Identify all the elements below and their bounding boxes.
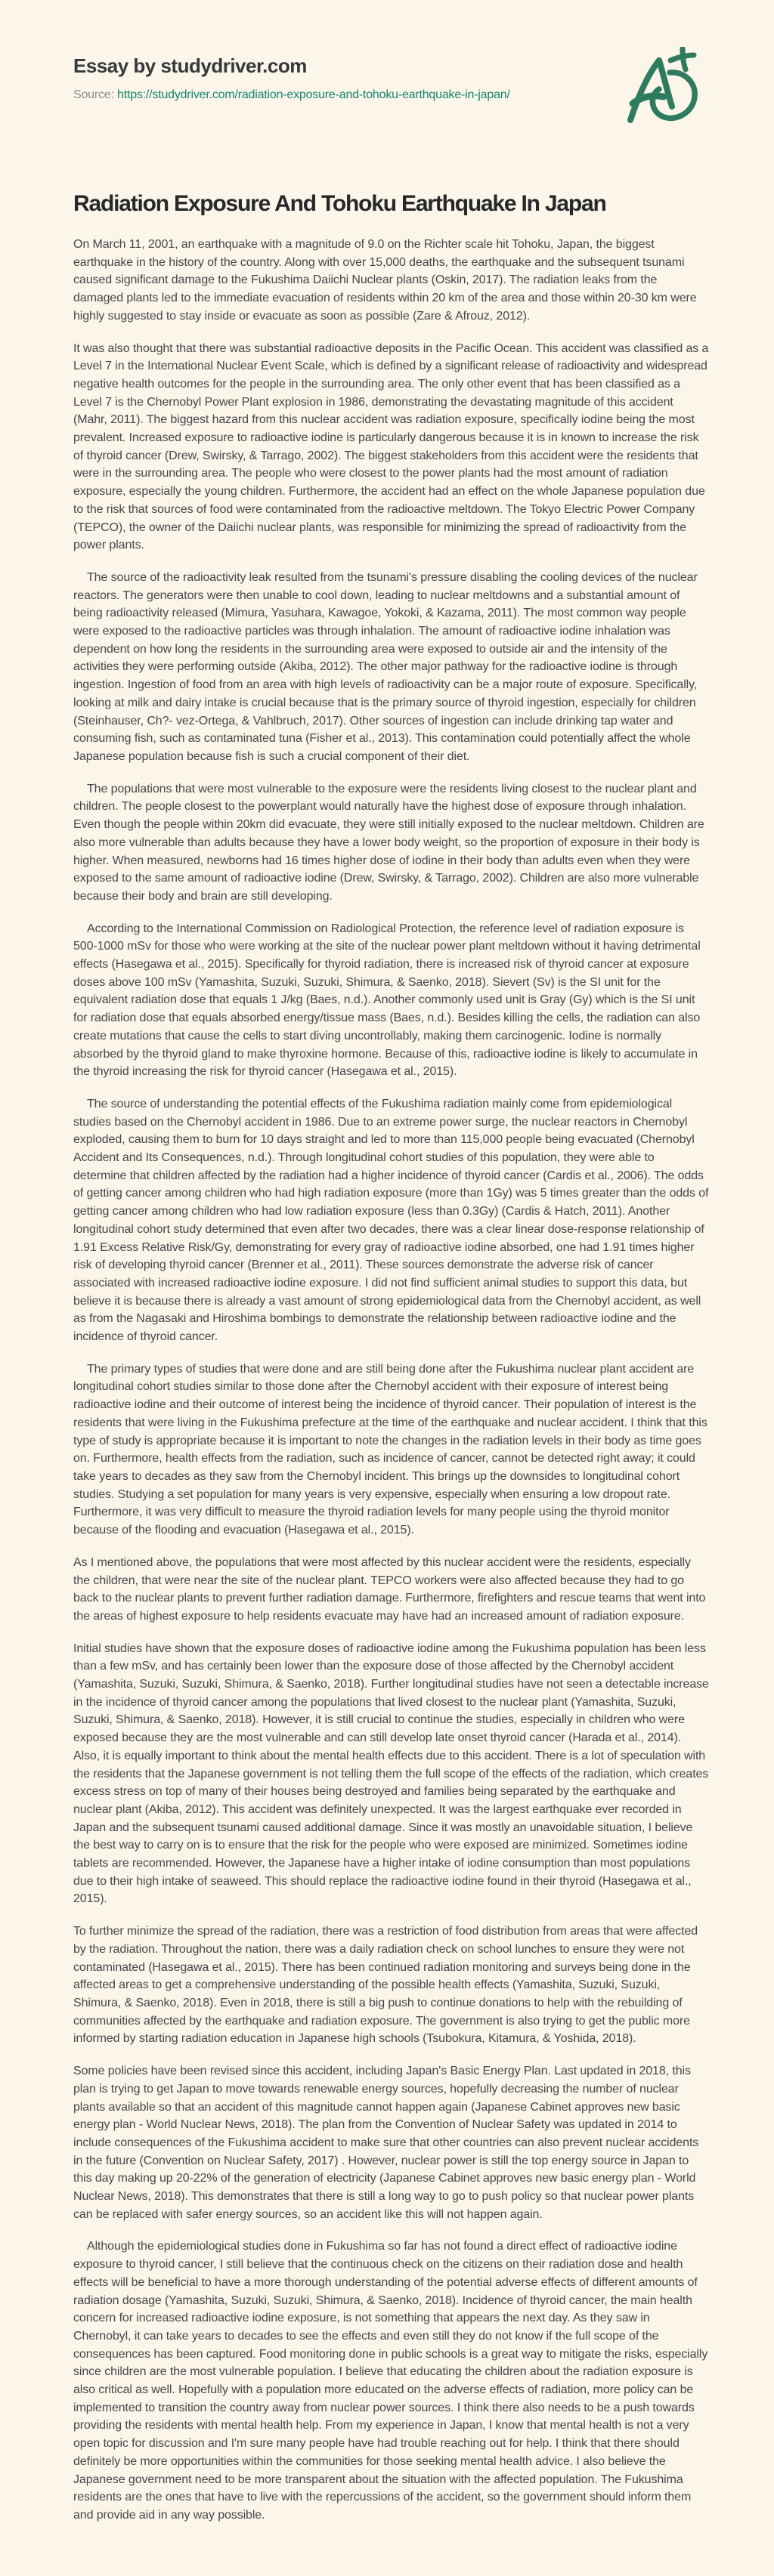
source-label: Source:: [73, 88, 114, 101]
essay-paragraph: Some policies have been revised since this accident, including Japan's Basic Energy Plan. Last updated in 2018, this plan is trying to get Japan to move towards renewable energy sources, hopefully decreasing the number of nuclear plants available so that an accident of this magnitude cannot happen again (Japanese Cabinet approves new basic energy plan - World Nuclear News, 2018). The plan from the Convention of Nuclear Safety was updated in 2014 to include consequences of the Fukushima accident to make sure that other countries can also prevent nuclear accidents in the future (Convention on Nuclear Safety, 2017) . However, nuclear power is still the top energy source in Japan to this day making up 20-22% of the generation of electricity (Japanese Cabinet approves new basic energy plan - World Nuclear News, 2018). This demonstrates that there is still a long way to go to push policy so that nuclear power plants can be replaced with safer energy sources, so an accident like this will not happen again.: [73, 2065, 699, 2221]
source-url-link[interactable]: https://studydriver.com/radiation-exposure-and-tohoku-earthquake-in-japan/: [117, 88, 510, 101]
source-line: [73, 88, 710, 102]
essay-body: [73, 236, 710, 2525]
essay-title: Radiation Exposure And Tohoku Earthquake In Japan: [73, 191, 606, 216]
essay-paragraph: Initial studies have shown that the exposure doses of radioactive iodine among the Fukushima population has been less than a few mSv, and has certainly been lower than the exposure dose of those affected by the Chernobyl accident (Yamashita, Suzuki, Suzuki, Shimura, & Saenko, 2018). Further longitudinal studies have not seen a detectable increase in the incidence of thyroid cancer among the populations that lived closest to the nuclear plant (Yamashita, Suzuki, Suzuki, Shimura, & Saenko, 2018). However, it is still crucial to continue the studies, especially in children who were exposed because they are the most vulnerable and can still develop late onset thyroid cancer (Harada et al., 2014). Also, it is equally important to think about the mental health effects due to this accident. There is a lot of speculation with the residents that the Japanese government is not telling them the full scope of the effects of the radiation, which creates excess stress on top of many of their houses being destroyed and families being separated by the earthquake and nuclear plant (Akiba, 2012). This accident was definitely unexpected. It was the largest earthquake ever recorded in Japan and the subsequent tsunami caused additional damage. Since it was mostly an unavoidable situation, I believe the best way to carry on is to ensure that the risk for the people who were exposed are minimized. Sometimes iodine tablets are recommended. However, the Japanese have a higher intake of iodine consumption than most populations due to their high intake of seaweed. This should replace the radioactive iodine found in their thyroid (Hasegawa et al., 2015).: [73, 1642, 709, 1906]
essay-paragraph: It was also thought that there was substantial radioactive deposits in the Pacific Ocean. This accident was classified as a Level 7 in the International Nuclear Event Scale, which is defined by a significant release of radioactivity and widespread negative health outcomes for the people in the surrounding area. The only other event that has been classified as a Level 7 is the Chernobyl Power Plant explosion in 1986, demonstrating the devastating magnitude of this accident (Mahr, 2011). The biggest hazard from this nuclear accident was radiation exposure, specifically iodine being the most prevalent. Increased exposure to radioactive iodine is particularly dangerous because it is in known to increase the risk of thyroid cancer (Drew, Swirsky, & Tarrago, 2002). The biggest stakeholders from this accident were the residents that were in the surrounding area. The people who were closest to the power plants had the most amount of radiation exposure, especially the young children. Furthermore, the accident had an effect on the whole Japanese population due to the risk that sources of food were contaminated from the radioactive meltdown. The Tokyo Electric Power Company (TEPCO), the owner of the Daiichi nuclear plants, was responsible for minimizing the spread of radioactivity from the power plants.: [73, 341, 709, 552]
site-title: Essay by studydriver.com: [73, 54, 307, 77]
essay-paragraph: The populations that were most vulnerable to the exposure were the residents living closest to the nuclear plant and children. The people closest to the powerplant would naturally have the highest dose of exposure through inhalation. Even though the people within 20km did evacuate, they were still initially exposed to the nuclear meltdown. Children are also more vulnerable than adults because they have a lower body weight, so the proportion of exposure in their body is higher. When measured, newborns had 16 times higher dose of iodine in their body than adults even when they were exposed to the same amount of radioactive iodine (Drew, Swirsky, & Tarrago, 2002). Children are also more vulnerable because their body and brain are still developing.: [73, 782, 704, 903]
essay-paragraph: According to the International Commission on Radiological Protection, the reference level of radiation exposure is 500-1000 mSv for those who were working at the site of the nuclear power plant meltdown without it having detrimental effects (Hasegawa et al., 2015). Specifically for thyroid radiation, there is increased risk of thyroid cancer at exposure doses above 100 mSv (Yamashita, Suzuki, Suzuki, Shimura, & Saenko, 2018). Sievert (Sv) is the SI unit for the equivalent radiation dose that equals 1 J/kg (Baes, n.d.). Another commonly used unit is Gray (Gy) which is the SI unit for radiation dose that equals absorbed energy/tissue mass (Baes, n.d.). Besides killing the cells, the radiation can also create mutations that cause the cells to start diving uncontrollably, making them carcinogenic. Iodine is normally absorbed by the thyroid gland to make thyroxine hormone. Because of this, radioactive iodine is likely to accumulate in the thyroid increasing the risk for thyroid cancer (Hasegawa et al., 2015).: [73, 922, 701, 1079]
essay-paragraph: The primary types of studies that were done and are still being done after the Fukushima nuclear plant accident are longitudinal cohort studies similar to those done after the Chernobyl accident with their exposure of interest being radioactive iodine and their outcome of interest being the incidence of thyroid cancer. Their population of interest is the residents that were living in the Fukushima prefecture at the time of the earthquake and nuclear accident. I think that this type of study is appropriate because it is important to note the changes in the radiation levels in their body as time goes on. Furthermore, health effects from the radiation, such as incidence of cancer, cannot be detected right away; it could take years to decades as they saw from the Chernobyl incident. This brings up the downsides to longitudinal cohort studies. Studying a set population for many years is very expensive, especially when ensuring a low dropout rate. Furthermore, it was very difficult to measure the thyroid radiation levels for many people using the thyroid monitor because of the flooding and evacuation (Hasegawa et al., 2015).: [73, 1362, 707, 1537]
essay-paragraph: The source of the radioactivity leak resulted from the tsunami's pressure disabling the cooling devices of the nuclear reactors. The generators were then unable to cool down, leading to nuclear meltdowns and a substantial amount of being radioactivity released (Mimura, Yasuhara, Kawagoe, Yokoki, & Kazama, 2011). The most common way people were exposed to the radioactive particles was through inhalation. The amount of radioactive iodine inhalation was dependent on how long the residents in the surrounding area were exposed to outside air and the intensity of the activities they were performing outside (Akiba, 2012). The other major pathway for the radioactive iodine is through ingestion. Ingestion of food from an area with high levels of radioactivity can be a major route of exposure. Specifically, looking at milk and dairy intake is crucial because that is the primary source of thyroid ingestion, especially for children (Steinhauser, Ch?- vez-Ortega, & Vahlbruch, 2017). Other sources of ingestion can include drinking tap water and consuming fish, such as contaminated tuna (Fisher et al., 2013). This contamination could potentially affect the whole Japanese population because fish is such a crucial component of their diet.: [73, 570, 698, 763]
essay-paragraph: The source of understanding the potential effects of the Fukushima radiation mainly come from epidemiological studies based on the Chernobyl accident in 1986. Due to an extreme power surge, the nuclear reactors in Chernobyl exploded, causing them to burn for 10 days straight and led to more than 115,000 people being evacuated (Chernobyl Accident and Its Consequences, n.d.). Through longitudinal cohort studies of this population, they were able to determine that children affected by the radiation had a higher incidence of thyroid cancer (Cardis et al., 2006). The odds of getting cancer among children who had high radiation exposure (more than 1Gy) was 5 times greater than the odds of getting cancer among children who had low radiation exposure (less than 0.3Gy) (Cardis & Hatch, 2011). Another longitudinal cohort study determined that even after two decades, there was a clear linear dose-response relationship of 1.91 Excess Relative Risk/Gy, demonstrating for every gray of radioactive iodine absorbed, one had 1.91 times higher risk of developing thyroid cancer (Brenner et al., 2011). These sources demonstrate the adverse risk of cancer associated with increased radioactive iodine exposure. I did not find sufficient animal studies to support this data, but believe it is because there is already a vast amount of strong epidemiological data from the Chernobyl accident, as well as from the Nagasaki and Hiroshima bombings to demonstrate the relationship between radioactive iodine and the incidence of thyroid cancer.: [73, 1097, 709, 1344]
essay-paragraph: On March 11, 2001, an earthquake with a magnitude of 9.0 on the Richter scale hit Tohoku, Japan, the biggest earthquake in the history of the country. Along with over 15,000 deaths, the earthquake and the subsequent tsunami caused significant damage to the Fukushima Daiichi Nuclear plants (Oskin, 2017). The radiation leaks from the damaged plants led to the immediate evacuation of residents within 20 km of the area and those within 20-30 km were highly suggested to stay inside or evacuate as soon as possible (Zare & Afrouz, 2012).: [73, 238, 697, 323]
essay-paragraph: To further minimize the spread of the radiation, there was a restriction of food distribution from areas that were affected by the radiation. Throughout the nation, there was a daily radiation check on school lunches to ensure they were not contaminated (Hasegawa et al., 2015). There has been continued radiation monitoring and surveys being done in the affected areas to get a comprehensive understanding of the possible health effects (Yamashita, Suzuki, Suzuki, Shimura, & Saenko, 2018). Even in 2018, there is still a big push to continue donations to help with the rebuilding of communities affected by the earthquake and radiation exposure. The government is also trying to get the public more informed by starting radiation education in Japanese high schools (Tsubokura, Kitamura, & Yoshida, 2018).: [73, 1925, 698, 2046]
essay-paragraph: As I mentioned above, the populations that were most affected by this nuclear accident were the residents, especially the children, that were near the site of the nuclear plant. TEPCO workers were also affected because they had to go back to the nuclear plants to prevent further radiation damage. Furthermore, firefighters and rescue teams that went into the areas of highest exposure to help residents evacuate may have had an increased amount of radiation exposure.: [73, 1555, 706, 1623]
a-plus-logo-icon: [624, 47, 701, 127]
essay-paragraph: Although the epidemiological studies done in Fukushima so far has not found a direct effect of radioactive iodine exposure to thyroid cancer, I still believe that the continuous check on the citizens on their radiation dose and health effects will be beneficial to have a more thorough understanding of the potential adverse effects of different amounts of radiation dosage (Yamashita, Suzuki, Suzuki, Shimura, & Saenko, 2018). Incidence of thyroid cancer, the main health concern for increased radioactive iodine exposure, is not something that appears the next day. As they saw in Chernobyl, it can take years to decades to see the effects and even still they do not know if the full scope of the consequences has been captured. Food monitoring done in public schools is a great way to mitigate the risks, especially since children are the most vulnerable population. I believe that educating the children about the radiation exposure is also critical as well. Hopefully with a population more educated on the adverse effects of radiation, more policy can be implemented to transition the country away from nuclear power sources. I think there also needs to be a push towards providing the residents with mental health help. From my experience in Japan, I know that mental health is not a very open topic for discussion and I'm sure many people have had trouble reaching out for help. I think that there should definitely be more opportunities within the communities for those seeking mental health advice. I also believe the Japanese government need to be more transparent about the situation with the affected population. The Fukushima residents are the ones that have to live with the repercussions of the accident, so the government should inform them and provide aid in any way possible.: [73, 2240, 708, 2522]
